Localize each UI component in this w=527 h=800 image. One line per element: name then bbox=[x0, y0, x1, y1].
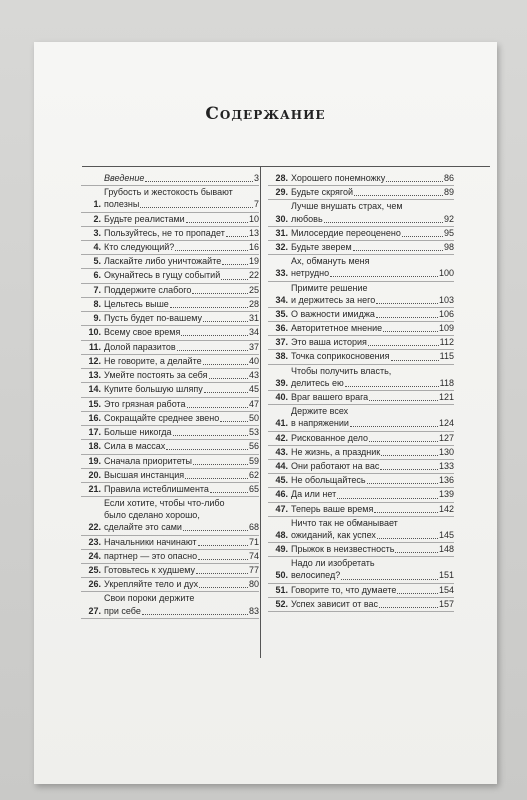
toc-page-number: 157 bbox=[438, 598, 454, 609]
dot-leader bbox=[145, 180, 253, 182]
toc-entry-number: 16. bbox=[88, 412, 101, 423]
toc-entry-title: Кто следующий? bbox=[104, 241, 175, 252]
dot-leader bbox=[324, 221, 443, 223]
toc-entry-title: Не жизнь, а праздник bbox=[291, 446, 381, 457]
toc-page-number: 83 bbox=[248, 605, 259, 616]
toc-entry-title: полезны bbox=[104, 199, 140, 210]
toc-page-number: 124 bbox=[438, 418, 454, 429]
toc-page-number: 77 bbox=[248, 565, 259, 575]
toc-column-right bbox=[268, 172, 454, 612]
toc-page-number: 13 bbox=[248, 227, 259, 238]
toc-entry-number: 3. bbox=[93, 227, 101, 238]
dot-leader bbox=[196, 572, 248, 574]
dot-leader bbox=[369, 399, 438, 401]
dot-leader bbox=[203, 363, 248, 365]
toc-entry-title: Высшая инстанция bbox=[104, 469, 185, 480]
toc-entry bbox=[81, 398, 259, 412]
toc-entry-title: Больше никогда bbox=[104, 427, 172, 438]
toc-entry-number: 11. bbox=[88, 341, 101, 352]
toc-page-number: 95 bbox=[443, 227, 454, 238]
toc-entry bbox=[268, 227, 454, 241]
toc-entry-number: 10. bbox=[88, 327, 101, 338]
dot-leader bbox=[187, 406, 248, 408]
toc-entry-title: Надо ли изобретать bbox=[291, 558, 375, 569]
toc-entry-number: 12. bbox=[88, 355, 101, 366]
toc-entry bbox=[81, 578, 259, 592]
toc-entry-number: 49. bbox=[275, 544, 288, 555]
toc-page-number: 133 bbox=[438, 460, 454, 471]
toc-entry-title: Милосердие переоценено bbox=[291, 227, 401, 238]
toc-entry-title: Правила истеблишмента bbox=[104, 483, 209, 494]
dot-leader bbox=[173, 434, 248, 436]
header-rule bbox=[82, 166, 490, 167]
dot-leader bbox=[350, 425, 438, 427]
toc-page-number: 65 bbox=[248, 483, 259, 494]
toc-entry bbox=[81, 564, 259, 578]
toc-page-number: 74 bbox=[248, 550, 259, 561]
toc-entry-title: Всему свое время bbox=[104, 327, 181, 338]
toc-entry-number: 4. bbox=[93, 241, 101, 252]
dot-leader bbox=[175, 249, 248, 251]
dot-leader bbox=[376, 302, 438, 304]
toc-entry-title: Примите решение bbox=[291, 282, 368, 293]
toc-entry-title: Держите всех bbox=[291, 406, 349, 417]
toc-page-number: 37 bbox=[248, 341, 259, 352]
toc-entry bbox=[81, 341, 259, 355]
toc-entry-number: 36. bbox=[275, 323, 288, 334]
toc-entry bbox=[268, 308, 454, 322]
toc-entry-title: Окунайтесь в гущу событий bbox=[104, 270, 221, 281]
toc-page-number: 98 bbox=[443, 241, 454, 252]
toc-entry-number: 46. bbox=[275, 489, 288, 500]
toc-entry-number: 34. bbox=[275, 294, 288, 305]
toc-entry bbox=[268, 460, 454, 474]
toc-entry-number: 42. bbox=[275, 432, 288, 443]
toc-entry bbox=[81, 355, 259, 369]
toc-page-number: 31 bbox=[248, 313, 259, 324]
toc-entry-title: Говорите то, что думаете bbox=[291, 584, 397, 595]
toc-page-number: 118 bbox=[439, 377, 454, 388]
toc-entry-number: 27. bbox=[88, 605, 101, 616]
toc-page-number: 100 bbox=[438, 268, 454, 279]
toc-entry-number: 8. bbox=[93, 298, 101, 309]
toc-entry-number: 45. bbox=[275, 475, 288, 486]
toc-entry-title: Если хотите, чтобы что-либо bbox=[104, 498, 225, 509]
toc-entry-title: О важности имиджа bbox=[291, 308, 375, 319]
dot-leader bbox=[391, 359, 439, 361]
toc-entry-number: 9. bbox=[93, 313, 101, 324]
toc-entry-title: Сначала приоритеты bbox=[104, 455, 192, 466]
toc-entry-title: Будьте зверем bbox=[291, 241, 352, 252]
toc-entry-number: 43. bbox=[275, 446, 288, 457]
toc-entry-number: 26. bbox=[88, 579, 101, 590]
toc-entry bbox=[81, 383, 259, 397]
dot-leader bbox=[220, 420, 248, 422]
toc-entry bbox=[268, 282, 454, 308]
toc-page-number: 92 bbox=[443, 213, 454, 224]
toc-entry-number: 38. bbox=[275, 351, 288, 362]
dot-leader bbox=[397, 592, 438, 594]
toc-entry bbox=[268, 517, 454, 543]
toc-entry-number: 18. bbox=[88, 441, 101, 452]
toc-entry-number: 7. bbox=[93, 284, 101, 295]
toc-page-number: 45 bbox=[248, 384, 259, 395]
toc-entry-number: 41. bbox=[275, 418, 288, 429]
toc-page-number: 86 bbox=[443, 173, 454, 183]
toc-entry-number: 22. bbox=[88, 522, 101, 533]
toc-entry bbox=[81, 298, 259, 312]
toc-entry bbox=[268, 365, 454, 391]
toc-page-number: 115 bbox=[439, 351, 454, 362]
toc-entry bbox=[268, 488, 454, 502]
toc-entry-title: Сокращайте среднее звено bbox=[104, 412, 220, 423]
toc-entry-title: и держитесь за него bbox=[291, 294, 376, 305]
toc-entry bbox=[268, 446, 454, 460]
toc-entry-title: Укрепляйте тело и дух bbox=[104, 579, 199, 590]
dot-leader bbox=[402, 235, 443, 237]
toc-entry-number: 37. bbox=[275, 337, 288, 348]
toc-entry bbox=[81, 426, 259, 440]
toc-entry bbox=[268, 350, 454, 364]
toc-entry-title: Успех зависит от вас bbox=[291, 598, 379, 609]
dot-leader bbox=[368, 344, 439, 346]
toc-entry-title: Не говорите, а делайте bbox=[104, 355, 202, 366]
toc-entry-title: Будьте скрягой bbox=[291, 187, 354, 198]
toc-entry-title: Введение bbox=[104, 173, 145, 183]
toc-page-number: 103 bbox=[438, 294, 454, 305]
toc-page-number: 28 bbox=[248, 298, 259, 309]
toc-page-number: 25 bbox=[248, 284, 259, 295]
toc-entry-title: Враг вашего врага bbox=[291, 392, 369, 402]
toc-entry bbox=[268, 255, 454, 281]
toc-entry-title: Ласкайте либо уничтожайте bbox=[104, 256, 222, 267]
toc-entry-number: 33. bbox=[275, 268, 288, 279]
dot-leader bbox=[170, 306, 248, 308]
toc-page-number: 59 bbox=[248, 455, 259, 466]
toc-entry-title: Купите большую шляпу bbox=[104, 384, 203, 395]
toc-entry-title: ожиданий, как успех bbox=[291, 529, 376, 540]
toc-entry-number: 1. bbox=[93, 199, 101, 210]
toc-entry bbox=[81, 213, 259, 227]
toc-entry-title: при себе bbox=[104, 605, 141, 616]
toc-page-number: 10 bbox=[248, 213, 259, 224]
dot-leader bbox=[181, 334, 248, 336]
dot-leader bbox=[376, 316, 438, 318]
dot-leader bbox=[330, 275, 438, 277]
toc-entry-number: 29. bbox=[275, 187, 288, 198]
toc-entry-number: 39. bbox=[275, 377, 288, 388]
dot-leader bbox=[203, 320, 248, 322]
toc-entry bbox=[81, 550, 259, 564]
toc-entry bbox=[81, 369, 259, 383]
toc-entry bbox=[81, 227, 259, 241]
toc-entry-number: 52. bbox=[275, 598, 288, 609]
toc-entry bbox=[268, 474, 454, 488]
toc-page-number: 34 bbox=[248, 327, 259, 338]
dot-leader bbox=[354, 194, 443, 196]
toc-entry-number: 48. bbox=[275, 529, 288, 540]
toc-entry-title: Авторитетное мнение bbox=[291, 323, 383, 334]
toc-entry-number: 32. bbox=[275, 241, 288, 252]
toc-entry bbox=[81, 241, 259, 255]
toc-entry-number: 30. bbox=[275, 213, 288, 224]
toc-entry-number: 14. bbox=[88, 384, 101, 395]
toc-entry-title: сделайте это сами bbox=[104, 522, 182, 533]
toc-page-number: 62 bbox=[248, 469, 259, 480]
toc-entry bbox=[81, 592, 259, 618]
toc-entry bbox=[268, 432, 454, 446]
toc-page-number: 151 bbox=[438, 570, 454, 581]
toc-entry-title: Грубость и жестокость бывают bbox=[104, 187, 233, 198]
dot-leader bbox=[386, 180, 443, 182]
toc-entry-title: Поддержите слабого bbox=[104, 284, 192, 295]
toc-entry bbox=[268, 405, 454, 431]
toc-page-number: 16 bbox=[248, 241, 259, 252]
toc-entry-number: 6. bbox=[93, 270, 101, 281]
toc-entry bbox=[268, 598, 454, 612]
dot-leader bbox=[380, 468, 438, 470]
dot-leader bbox=[221, 278, 248, 280]
toc-entry bbox=[81, 186, 259, 212]
toc-page-number: 47 bbox=[248, 398, 259, 409]
toc-entry-title: Пользуйтесь, не то пропадет bbox=[104, 227, 225, 238]
toc-page-number: 121 bbox=[438, 392, 454, 402]
toc-page-number: 53 bbox=[248, 427, 259, 438]
toc-page-number: 80 bbox=[248, 579, 259, 590]
column-divider bbox=[260, 166, 261, 658]
dot-leader bbox=[177, 349, 248, 351]
dot-leader bbox=[381, 454, 438, 456]
toc-entry-title: Будьте реалистами bbox=[104, 213, 185, 224]
toc-entry bbox=[268, 557, 454, 583]
toc-entry-number: 13. bbox=[88, 370, 101, 381]
toc-entry bbox=[268, 503, 454, 517]
toc-entry-title: Начальники начинают bbox=[104, 536, 197, 547]
toc-entry-number: 40. bbox=[275, 392, 288, 402]
toc-page-number: 22 bbox=[248, 270, 259, 281]
toc-page-number: 7 bbox=[253, 199, 259, 210]
toc-page-number: 112 bbox=[439, 337, 454, 348]
toc-entry-title: Точка соприкосновения bbox=[291, 351, 390, 362]
toc-entry bbox=[268, 172, 454, 186]
dot-leader bbox=[142, 613, 248, 615]
page-title: Содержание bbox=[205, 104, 326, 124]
toc-page-number: 43 bbox=[248, 370, 259, 381]
toc-entry-title: Рискованное дело bbox=[291, 432, 369, 443]
toc-entry bbox=[81, 412, 259, 426]
toc-entry-title: Они работают на вас bbox=[291, 460, 380, 471]
toc-entry-title: Не обольщайтесь bbox=[291, 475, 366, 486]
toc-entry-title: партнер — это опасно bbox=[104, 550, 198, 561]
dot-leader bbox=[226, 235, 248, 237]
toc-entry-number: 2. bbox=[93, 213, 101, 224]
toc-entry bbox=[268, 200, 454, 226]
toc-entry bbox=[268, 322, 454, 336]
toc-entry-title: Ах, обмануть меня bbox=[291, 256, 370, 267]
toc-entry-title: Умейте постоять за себя bbox=[104, 370, 208, 381]
dot-leader bbox=[353, 249, 443, 251]
toc-page-number: 19 bbox=[248, 256, 259, 267]
toc-page-number: 71 bbox=[248, 536, 259, 547]
dot-leader bbox=[204, 391, 248, 393]
dot-leader bbox=[186, 221, 248, 223]
dot-leader bbox=[210, 491, 248, 493]
toc-entry bbox=[81, 536, 259, 550]
dot-leader bbox=[209, 377, 248, 379]
toc-entry-title: Лучше внушать страх, чем bbox=[291, 201, 403, 212]
toc-entry-title: Сила в массах bbox=[104, 441, 166, 452]
dot-leader bbox=[199, 586, 248, 588]
dot-leader bbox=[198, 544, 248, 546]
dot-leader bbox=[198, 558, 248, 560]
toc-entry-title: было сделано хорошо, bbox=[104, 510, 200, 521]
dot-leader bbox=[369, 440, 438, 442]
toc-entry-title: Это ваша история bbox=[291, 337, 367, 348]
toc-entry-number: 44. bbox=[275, 460, 288, 471]
toc-entry bbox=[268, 241, 454, 255]
toc-page-number: 68 bbox=[248, 522, 259, 533]
toc-page-number: 136 bbox=[438, 475, 454, 486]
toc-entry-title: Это грязная работа bbox=[104, 398, 186, 409]
toc-entry-title: велосипед? bbox=[291, 570, 341, 581]
toc-entry-title: Долой паразитов bbox=[104, 341, 176, 352]
toc-entry-title: любовь bbox=[291, 213, 323, 224]
toc-column-left bbox=[81, 172, 259, 619]
toc-entry-number: 19. bbox=[88, 455, 101, 466]
toc-entry-number: 28. bbox=[275, 173, 288, 183]
toc-entry bbox=[81, 172, 259, 186]
toc-entry-number: 25. bbox=[88, 565, 101, 575]
toc-entry-number: 24. bbox=[88, 550, 101, 561]
toc-entry-number: 51. bbox=[275, 584, 288, 595]
dot-leader bbox=[183, 529, 248, 531]
toc-entry bbox=[81, 483, 259, 497]
toc-entry-title: Цельтесь выше bbox=[104, 298, 169, 309]
toc-entry-number: 21. bbox=[88, 483, 101, 494]
toc-entry bbox=[81, 455, 259, 469]
toc-entry-number: 47. bbox=[275, 503, 288, 514]
toc-entry bbox=[81, 440, 259, 454]
toc-page-number: 50 bbox=[248, 412, 259, 423]
dot-leader bbox=[395, 551, 438, 553]
dot-leader bbox=[337, 497, 438, 499]
book-page bbox=[34, 42, 497, 784]
toc-entry bbox=[268, 186, 454, 200]
toc-entry-number: 5. bbox=[93, 256, 101, 267]
toc-entry-number: 20. bbox=[88, 469, 101, 480]
toc-entry bbox=[81, 269, 259, 283]
toc-entry-number: 17. bbox=[88, 427, 101, 438]
toc-entry bbox=[81, 284, 259, 298]
toc-entry bbox=[81, 326, 259, 340]
toc-entry bbox=[268, 391, 454, 405]
toc-entry bbox=[81, 497, 259, 535]
toc-entry-title: Чтобы получить власть, bbox=[291, 365, 392, 376]
toc-page-number: 3 bbox=[253, 173, 259, 183]
toc-entry-title: делитесь ею bbox=[291, 377, 344, 388]
toc-entry-title: Прыжок в неизвестность bbox=[291, 544, 395, 555]
toc-entry bbox=[268, 584, 454, 598]
toc-page-number: 89 bbox=[443, 187, 454, 198]
dot-leader bbox=[383, 330, 438, 332]
toc-page-number: 109 bbox=[438, 323, 454, 334]
toc-entry bbox=[81, 312, 259, 326]
dot-leader bbox=[185, 477, 248, 479]
dot-leader bbox=[222, 263, 248, 265]
dot-leader bbox=[341, 578, 438, 580]
toc-entry-number: 31. bbox=[275, 227, 288, 238]
toc-page-number: 56 bbox=[248, 441, 259, 452]
toc-entry-title: Теперь ваше время bbox=[291, 503, 374, 514]
toc-page-number: 106 bbox=[438, 308, 454, 319]
toc-entry-title: Свои пороки держите bbox=[104, 593, 195, 604]
toc-entry-title: нетрудно bbox=[291, 268, 330, 279]
toc-page-number: 148 bbox=[438, 544, 454, 555]
toc-entry bbox=[81, 469, 259, 483]
toc-entry-title: Готовьтесь к худшему bbox=[104, 565, 195, 575]
toc-entry-number: 35. bbox=[275, 308, 288, 319]
toc-entry bbox=[268, 543, 454, 557]
dot-leader bbox=[367, 482, 438, 484]
toc-page-number: 130 bbox=[438, 446, 454, 457]
toc-entry-title: Ничто так не обманывает bbox=[291, 517, 398, 528]
toc-entry bbox=[81, 255, 259, 269]
dot-leader bbox=[374, 511, 438, 513]
toc-page-number: 127 bbox=[438, 432, 454, 443]
toc-entry-title: Хорошего понемножку bbox=[291, 173, 386, 183]
dot-leader bbox=[166, 448, 248, 450]
toc-entry-title: в напряжении bbox=[291, 418, 349, 429]
toc-entry-title: Пусть будет по-вашему bbox=[104, 313, 202, 324]
toc-page-number: 40 bbox=[248, 355, 259, 366]
dot-leader bbox=[192, 292, 248, 294]
dot-leader bbox=[345, 385, 439, 387]
toc-entry-number: 23. bbox=[88, 536, 101, 547]
dot-leader bbox=[140, 206, 253, 208]
toc-page-number: 139 bbox=[438, 489, 454, 500]
dot-leader bbox=[379, 606, 438, 608]
toc-entry-title: Да или нет bbox=[291, 489, 337, 500]
toc-page-number: 142 bbox=[438, 503, 454, 514]
toc-page-number: 154 bbox=[438, 584, 454, 595]
toc-entry-number: 15. bbox=[88, 398, 101, 409]
toc-page-number: 145 bbox=[438, 529, 454, 540]
toc-entry-number: 50. bbox=[275, 570, 288, 581]
dot-leader bbox=[193, 463, 248, 465]
toc-entry bbox=[268, 336, 454, 350]
dot-leader bbox=[377, 537, 438, 539]
